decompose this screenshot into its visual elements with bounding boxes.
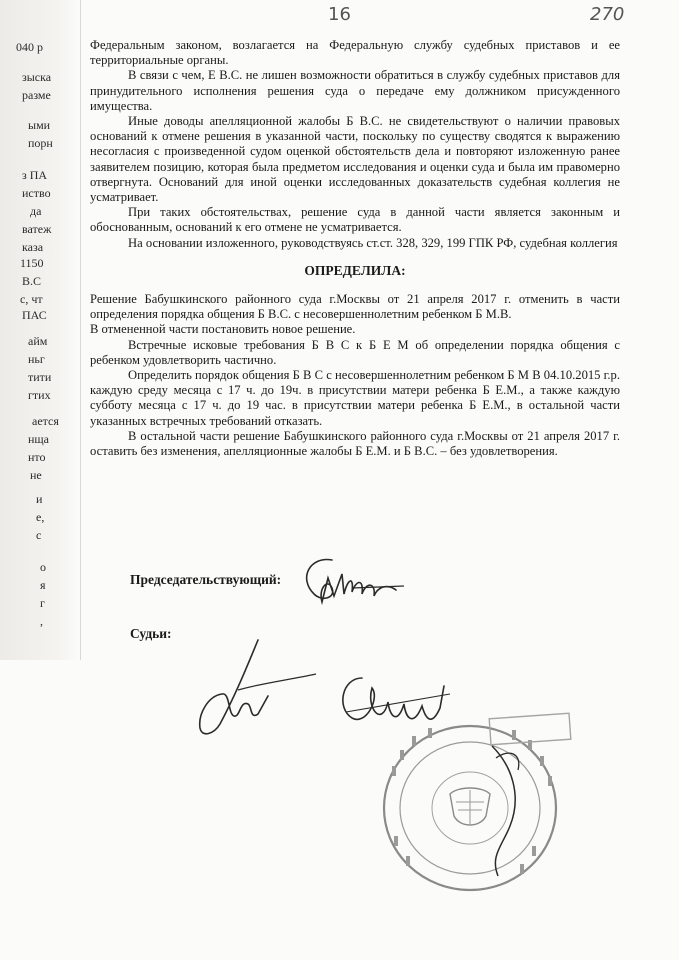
- adjacent-page-fragment: ватеж: [22, 222, 52, 236]
- page-fold-line: [80, 0, 81, 660]
- adjacent-page-fragment: да: [30, 204, 42, 218]
- adjacent-page-fragment: 040 р: [16, 40, 43, 54]
- adjacent-page-fragment: гтих: [28, 388, 51, 402]
- paragraph-5: На основании изложенного, руководствуясь ст.ст. 328, 329, 199 ГПК РФ, судебная коллегия: [128, 235, 618, 250]
- adjacent-page-fragment: ,: [40, 614, 43, 628]
- adjacent-page-fragment: не: [30, 468, 42, 482]
- adjacent-page-fragment: порн: [28, 136, 53, 150]
- ruling-paragraph-4: Определить порядок общения Б В С с несовершеннолетним ребенком Б М В 04.10.2015 г.р. каждую среду месяца с 17 ч. до 19ч. в присутствии матери ребенка Б Е.М., а также каждую субботу месяца с 17 ч. до 19 час. в присутствии матери ребенка Б Е.М., в остальной части указанных встречных требований отказать.: [90, 368, 620, 428]
- adjacent-page-fragment: разме: [22, 88, 51, 102]
- judge-signature-1: [178, 634, 318, 744]
- adjacent-page-fragment: нща: [28, 432, 49, 446]
- ruling-paragraph-1: Решение Бабушкинского районного суда г.Москвы от 21 апреля 2017 г. отменить в части определения порядка общения Б В.С. с несовершеннолетним ребенком Б М.В.: [90, 292, 620, 322]
- adjacent-page-fragment: ньг: [28, 352, 45, 366]
- ruling-paragraph-3: Встречные исковые требования Б В С к Б Е М об определении порядка общения с ребенком удовлетворить частично.: [90, 337, 620, 367]
- adjacent-page-fragment: каза: [22, 240, 44, 254]
- adjacent-page-fragment: з ПА: [22, 168, 48, 182]
- page-number-right: 270: [590, 4, 625, 25]
- adjacent-page-fragment: и: [36, 492, 43, 506]
- adjacent-page-fragment: 1150: [20, 256, 44, 270]
- adjacent-page-fragment: иство: [22, 186, 51, 200]
- adjacent-page-fragment: о: [40, 560, 46, 574]
- adjacent-page-fragment: айм: [28, 334, 48, 348]
- paragraph-4: При таких обстоятельствах, решение суда в данной части является законным и обоснованным, оснований к его отмене не усматривается.: [90, 205, 620, 235]
- adjacent-page-fragment: я: [40, 578, 46, 592]
- court-stamp: [372, 706, 582, 906]
- ruling-paragraph-5: В остальной части решение Бабушкинского районного суда г.Москвы от 21 апреля 2017 г. оставить без изменения, апелляционные жалобы Б Е.М. и Б В.С. – без удовлетворения.: [90, 428, 620, 459]
- adjacent-page-fragment: ается: [32, 414, 59, 428]
- adjacent-page-fragment: нто: [28, 450, 46, 464]
- adjacent-page-fragment: тити: [28, 370, 52, 384]
- paragraph-2: В связи с чем, Е В.С. не лишен возможности обратиться в службу судебных приставов для принудительного исполнения решения суда о передаче ему должником присужденного имущества.: [90, 68, 620, 113]
- adjacent-page-fragment: ыми: [28, 118, 51, 132]
- presiding-judge-label: Председательствующий:: [130, 572, 282, 587]
- adjacent-page-fragment: с, чт: [20, 292, 43, 306]
- presiding-judge-signature: [292, 548, 422, 618]
- adjacent-page-fragment: ПАС: [22, 308, 47, 322]
- ruling-heading: ОПРЕДЕЛИЛА:: [304, 262, 406, 278]
- paragraph-3: Иные доводы апелляционной жалобы Б В.С. не свидетельствуют о наличии правовых оснований к отмене решения в указанной части, поскольку по существу сводятся к выражению несогласия с произведенной судом оценкой обстоятельств дела и повторяют изложенную ранее заявителем позицию, которая была предметом исследования и оценки суда и была им правомерно отвергнута. Оснований для иной оценки исследованных доказательств судебная коллегия не усматривает.: [90, 114, 620, 205]
- adjacent-page-fragment: с: [36, 528, 42, 542]
- page-number-left: 16: [328, 4, 351, 25]
- adjacent-page-fragment: В.С: [22, 274, 42, 288]
- adjacent-page-fragment: зыска: [22, 70, 52, 84]
- document-body: [90, 38, 620, 459]
- judges-label: Судьи:: [130, 626, 172, 641]
- adjacent-page-fragment: е,: [36, 510, 45, 524]
- adjacent-page-fragment: г: [40, 596, 45, 610]
- paragraph-1: Федеральным законом, возлагается на Федеральную службу судебных приставов и ее территориальные органы.: [90, 38, 620, 68]
- ruling-paragraph-2: В отмененной части постановить новое решение.: [90, 322, 356, 337]
